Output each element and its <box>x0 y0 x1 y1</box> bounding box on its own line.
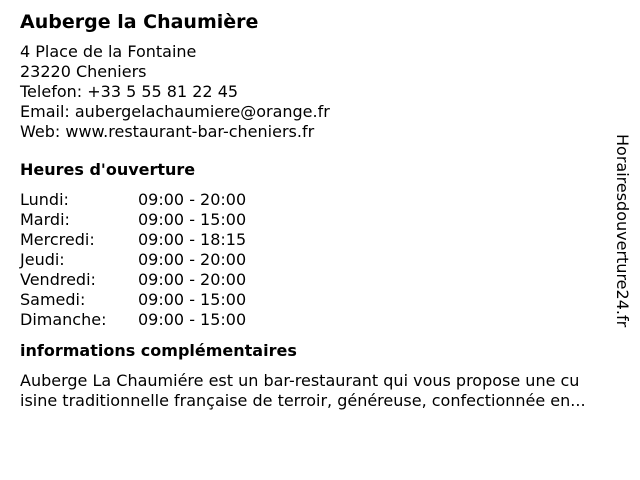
day-label: Lundi: <box>20 190 69 209</box>
day-label: Mardi: <box>20 210 70 229</box>
time-range: 09:00 - 20:00 <box>138 190 247 209</box>
brand-text: Horairesdouverture24.fr <box>613 134 632 328</box>
email-link[interactable]: aubergelachaumiere@orange.fr <box>74 102 330 121</box>
day-label: Samedi: <box>20 290 86 309</box>
time-range: 09:00 - 18:15 <box>138 230 247 249</box>
hours-table <box>20 190 632 330</box>
address-line-1: 4 Place de la Fontaine <box>20 42 197 61</box>
hours-row-jeudi <box>20 250 632 270</box>
contact-block <box>20 42 632 142</box>
hours-heading: Heures d'ouverture <box>20 160 196 179</box>
info-description <box>20 371 632 411</box>
time-range: 09:00 - 15:00 <box>138 210 247 229</box>
hours-row-mercredi <box>20 230 632 250</box>
time-range: 09:00 - 15:00 <box>138 290 247 309</box>
time-range: 09:00 - 15:00 <box>138 310 247 329</box>
business-name: Auberge la Chaumière <box>20 11 259 33</box>
email-label: Email: <box>20 102 70 121</box>
web-label: Web: <box>20 122 61 141</box>
hours-row-samedi <box>20 290 632 310</box>
hours-row-dimanche <box>20 310 632 330</box>
info-line-2: isine traditionnelle française de terroir, généreuse, confectionnée en... <box>20 391 586 410</box>
hours-row-vendredi <box>20 270 632 290</box>
phone-label: Telefon: <box>20 82 83 101</box>
time-range: 09:00 - 20:00 <box>138 270 247 289</box>
hours-row-lundi <box>20 190 632 210</box>
business-card <box>20 9 632 411</box>
day-label: Vendredi: <box>20 270 96 289</box>
info-line-1: Auberge La Chaumiére est un bar-restaurant qui vous propose une cu <box>20 371 580 390</box>
web-link[interactable]: www.restaurant-bar-cheniers.fr <box>65 122 315 141</box>
web-line <box>20 122 632 142</box>
email-line <box>20 102 632 122</box>
day-label: Dimanche: <box>20 310 107 329</box>
phone-line <box>20 82 632 102</box>
day-label: Jeudi: <box>20 250 65 269</box>
phone-number[interactable]: +33 5 55 81 22 45 <box>87 82 239 101</box>
address-line-2: 23220 Cheniers <box>20 62 147 81</box>
hours-row-mardi <box>20 210 632 230</box>
info-heading: informations complémentaires <box>20 341 297 360</box>
brand-watermark <box>612 134 632 346</box>
time-range: 09:00 - 20:00 <box>138 250 247 269</box>
day-label: Mercredi: <box>20 230 95 249</box>
